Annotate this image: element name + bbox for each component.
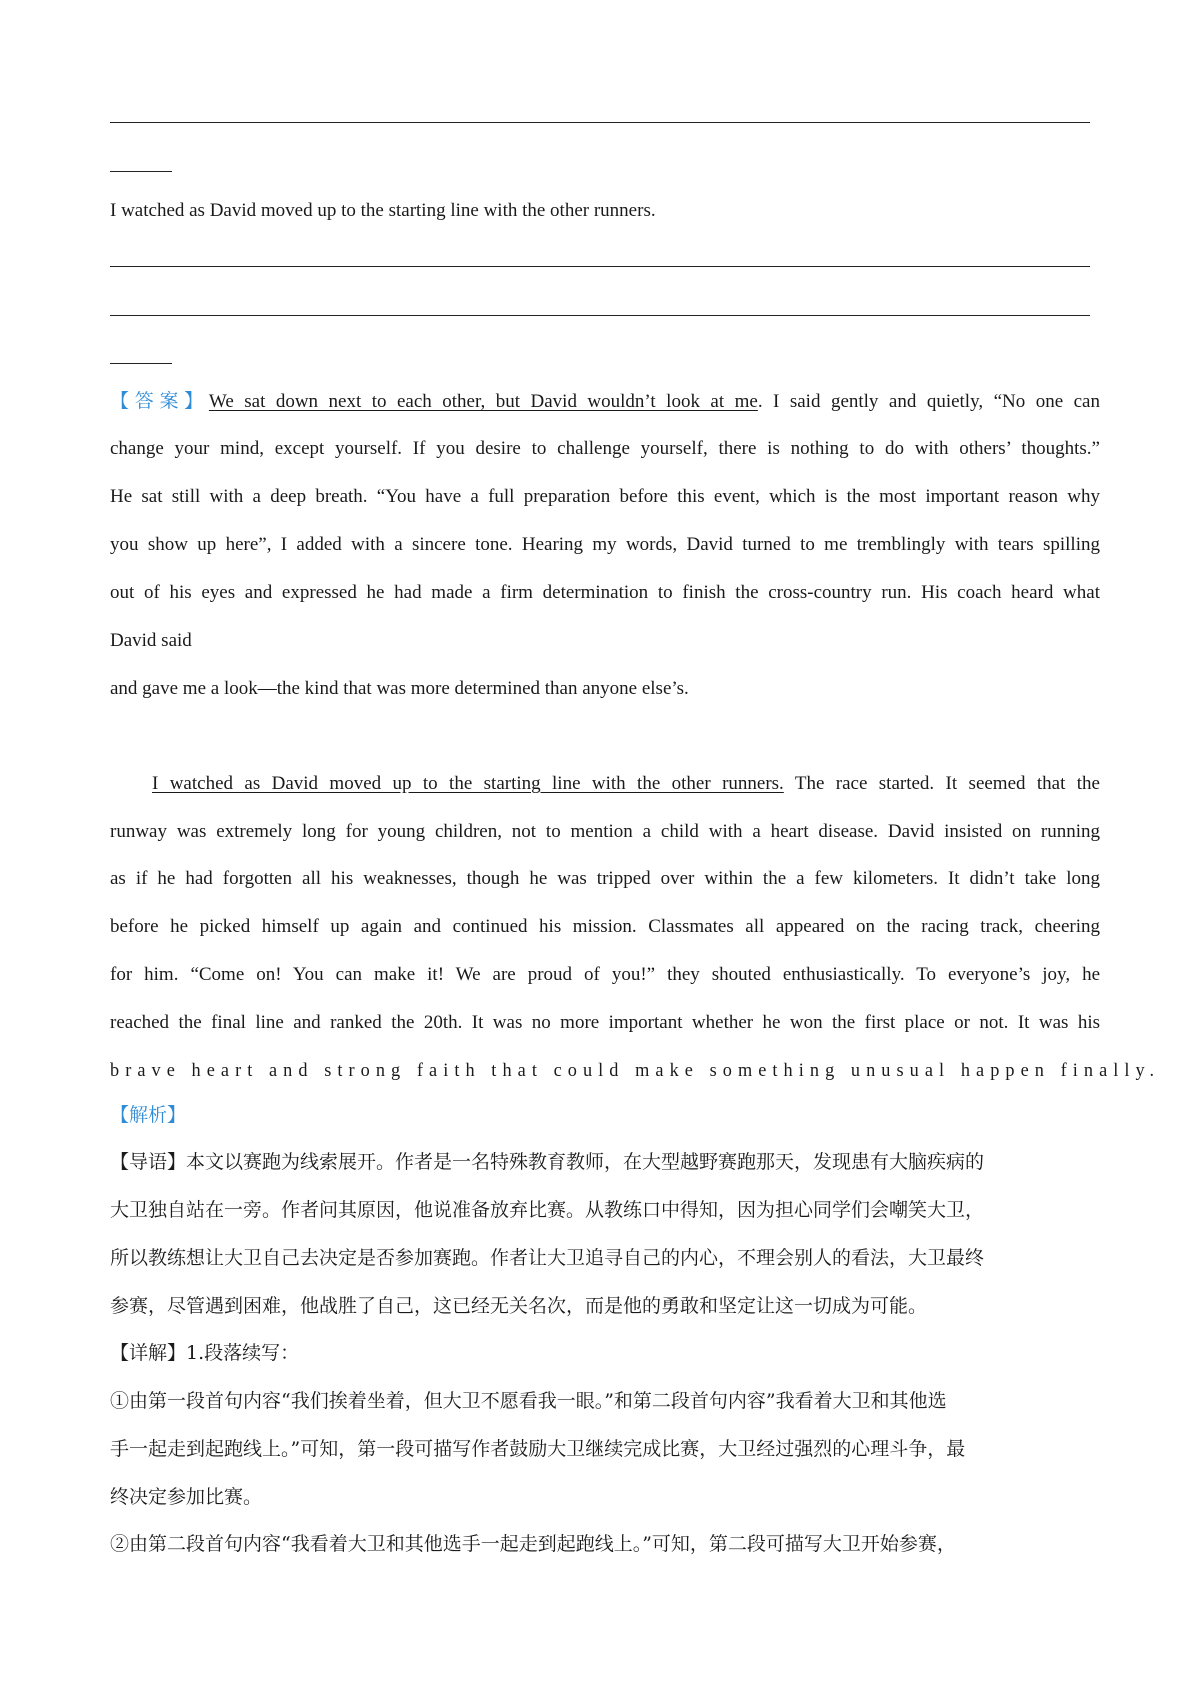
prompt-start-sentence: I watched as David moved up to the starting line with the other runners.: [110, 200, 656, 221]
answer-p2-line: brave heart and strong faith that could make something unusual happen finally.: [110, 1060, 1161, 1081]
answer-p1-line: out of his eyes and expressed he had made a firm determination to finish the cross-country run. His coach heard what: [110, 582, 1100, 603]
analysis-intro-line: 【导语】本文以赛跑为线索展开。作者是一名特殊教育教师，在大型越野赛跑那天，发现患有大脑疾病的: [110, 1151, 985, 1173]
answer-p2-line-1: [152, 772, 1100, 796]
answer-p1-line: David said: [110, 630, 192, 651]
analysis-point1-line: 手一起走到起跑线上。”可知，第一段可描写作者鼓励大卫继续完成比赛，大卫经过强烈的心理斗争，最: [110, 1438, 966, 1460]
answer-p1-line: He sat still with a deep breath. “You have a full preparation before this event, which is the most important reason why: [110, 486, 1100, 507]
answer-p2-line: as if he had forgotten all his weaknesses, though he was tripped over within the a few kilometers. It didn’t take long: [110, 868, 1100, 889]
answer-p2-text: The race started. It seemed that the: [783, 773, 1100, 794]
answer-p1-line-1: [110, 390, 1100, 414]
analysis-detail-heading: 【详解】1.段落续写：: [110, 1342, 300, 1364]
answer-blank-line-short: [110, 363, 172, 364]
answer-p2-line: for him. “Come on! You can make it! We are proud of you!” they shouted enthusiastically. To everyone’s joy, he: [110, 964, 1100, 985]
answer-blank-line: [110, 122, 1090, 123]
answer-p2-given-sentence: I watched as David moved up to the starting line with the other runners.: [152, 773, 784, 794]
analysis-intro-line: 参赛，尽管遇到困难，他战胜了自己，这已经无关名次，而是他的勇敢和坚定让这一切成为可能。: [110, 1295, 928, 1317]
analysis-point1-line: 终决定参加比赛。: [110, 1486, 263, 1508]
answer-p2-line: reached the final line and ranked the 20th. It was no more important whether he won the first place or not. It was his: [110, 1012, 1100, 1033]
analysis-point1-line: ①由第一段首句内容“我们挨着坐着，但大卫不愿看我一眼。”和第二段首句内容”我看着大卫和其他选: [110, 1390, 947, 1412]
answer-p1-line: change your mind, except yourself. If you desire to challenge yourself, there is nothing to do with others’ thoughts.”: [110, 438, 1100, 459]
answer-p1-text: . I said gently and quietly, “No one can: [757, 391, 1100, 412]
answer-blank-line: [110, 266, 1090, 267]
answer-p2-line: runway was extremely long for young children, not to mention a child with a heart disease. David insisted on running: [110, 821, 1100, 842]
answer-p2-line: before he picked himself up again and continued his mission. Classmates all appeared on the racing track, cheering: [110, 916, 1100, 937]
answer-p1-line: and gave me a look—the kind that was more determined than anyone else’s.: [110, 678, 689, 699]
answer-p1-line: you show up here”, I added with a sincere tone. Hearing my words, David turned to me tremblingly with tears spilling: [110, 534, 1100, 555]
analysis-point2-line: ②由第二段首句内容“我看着大卫和其他选手一起走到起跑线上。”可知，第二段可描写大卫开始参赛，: [110, 1533, 956, 1555]
answer-blank-line-short: [110, 171, 172, 172]
analysis-intro-line: 大卫独自站在一旁。作者问其原因，他说准备放弃比赛。从教练口中得知，因为担心同学们会嘲笑大卫，: [110, 1199, 985, 1221]
answer-blank-line: [110, 315, 1090, 316]
analysis-tag: 【解析】: [110, 1104, 187, 1126]
answer-p1-given-sentence: We sat down next to each other, but David wouldn’t look at me: [208, 391, 758, 412]
answer-tag: 【答案】: [110, 391, 209, 412]
analysis-intro-line: 所以教练想让大卫自己去决定是否参加赛跑。作者让大卫追寻自己的内心，不理会别人的看法，大卫最终: [110, 1247, 985, 1269]
